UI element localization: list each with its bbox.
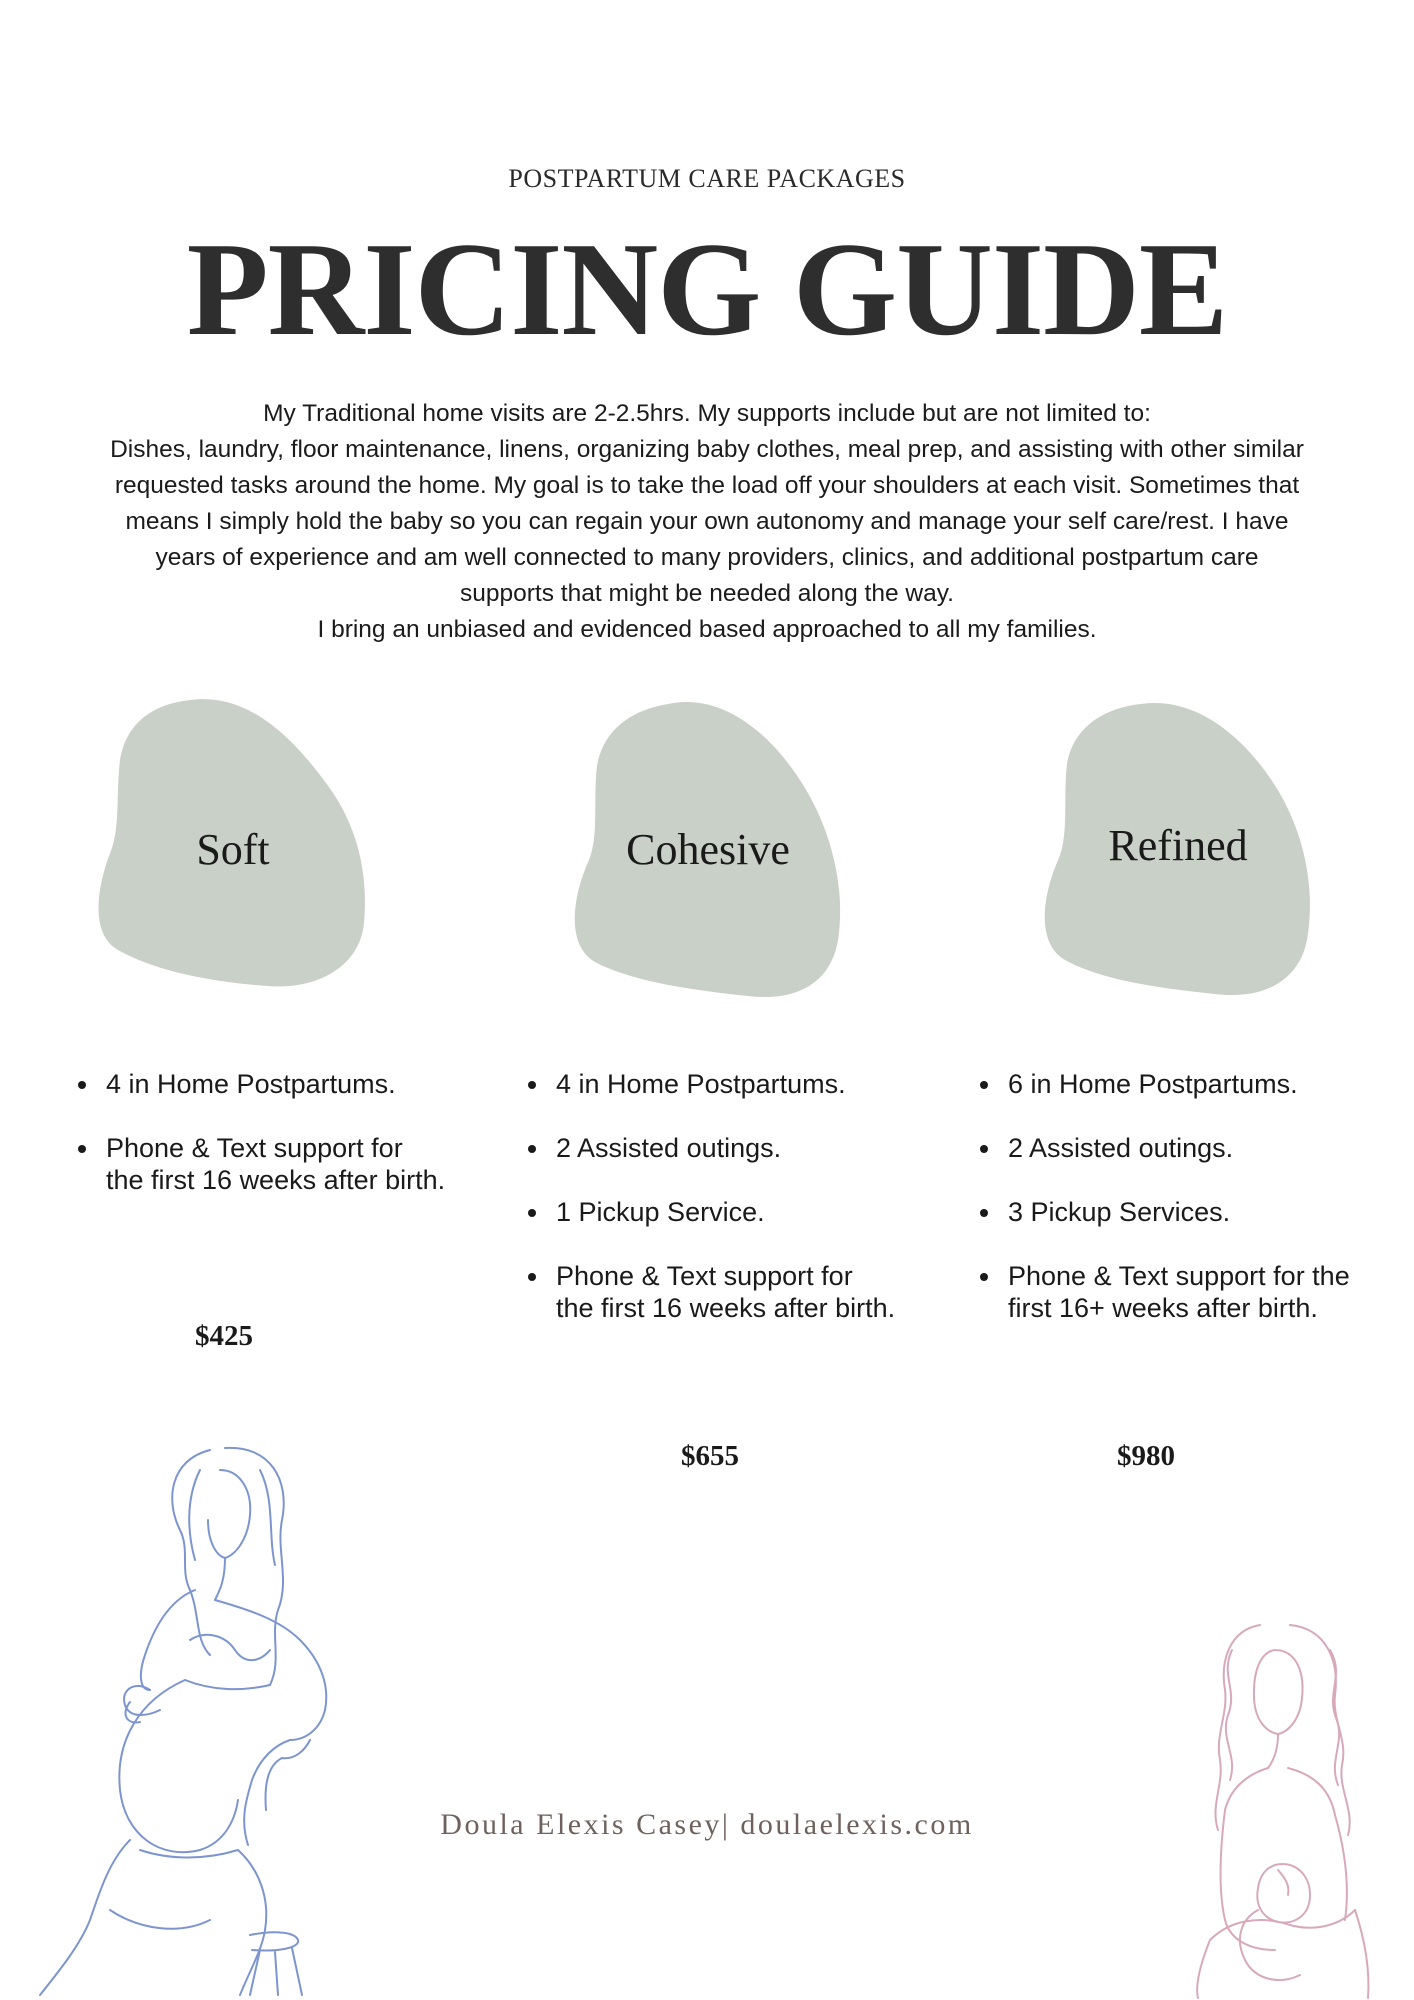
intro-line: years of experience and am well connected to many providers, clinics, and additional postpartum care <box>155 544 1259 571</box>
intro-line: I bring an unbiased and evidenced based approached to all my families. <box>317 616 1097 643</box>
feature-item: 2 Assisted outings. <box>526 1132 896 1164</box>
feature-item: 4 in Home Postpartums. <box>76 1068 446 1100</box>
intro-line: requested tasks around the home. My goal is to take the load off your shoulders at each visit. Sometimes that <box>114 472 1300 499</box>
package-name: Soft <box>196 825 270 874</box>
footer-text: Doula Elexis Casey| doulaelexis.com <box>440 1808 974 1841</box>
pregnant-woman-line-art-icon <box>20 1440 440 2000</box>
feature-item: 6 in Home Postpartums. <box>978 1068 1358 1100</box>
intro-text <box>20 396 1394 648</box>
package-features <box>978 1068 1358 1356</box>
package-features <box>76 1068 446 1228</box>
package-price: $655 <box>681 1440 739 1472</box>
intro-line: My Traditional home visits are 2-2.5hrs. My supports include but are not limited to: <box>263 400 1151 427</box>
feature-item: 2 Assisted outings. <box>978 1132 1358 1164</box>
package-name: Cohesive <box>626 825 790 874</box>
page-title: PRICING GUIDE <box>186 215 1228 363</box>
package-blob <box>98 698 368 988</box>
feature-item: 3 Pickup Services. <box>978 1196 1358 1228</box>
feature-item: Phone & Text support for the first 16 weeks after birth. <box>526 1260 896 1324</box>
package-price: $980 <box>1117 1440 1175 1472</box>
package-features <box>526 1068 896 1356</box>
intro-line: means I simply hold the baby so you can regain your own autonomy and manage your self care/rest. I have <box>125 508 1289 535</box>
feature-item: Phone & Text support for the first 16 weeks after birth. <box>76 1132 446 1196</box>
feature-item: 4 in Home Postpartums. <box>526 1068 896 1100</box>
package-blob <box>1043 702 1313 997</box>
feature-item: 1 Pickup Service. <box>526 1196 896 1228</box>
intro-line: supports that might be needed along the way. <box>460 580 954 607</box>
feature-item: Phone & Text support for the first 16+ weeks after birth. <box>978 1260 1358 1324</box>
package-name: Refined <box>1108 821 1248 870</box>
intro-line: Dishes, laundry, floor maintenance, linens, organizing baby clothes, meal prep, and assisting with other similar <box>110 436 1304 463</box>
package-price: $425 <box>195 1320 253 1352</box>
package-blob <box>573 700 843 1000</box>
page-subtitle: POSTPARTUM CARE PACKAGES <box>508 164 906 193</box>
